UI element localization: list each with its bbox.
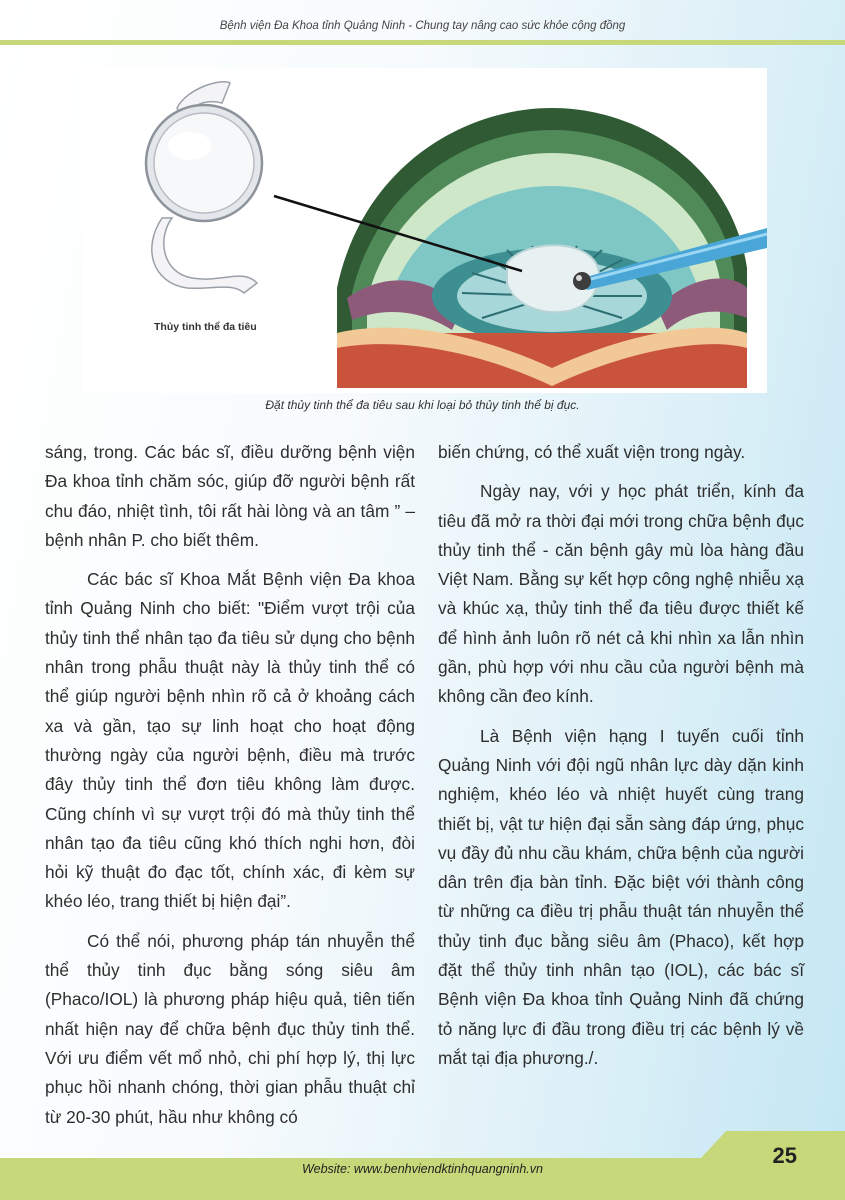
article-column-right xyxy=(438,438,804,1083)
eye-surgery-illustration xyxy=(82,68,767,393)
lens-label: Thủy tinh thể đa tiêu xyxy=(154,321,257,333)
paragraph: Có thể nói, phương pháp tán nhuyễn thể thể thủy tinh đục bằng sóng siêu âm (Phaco/IOL) là phương pháp hiệu quả, tiên tiến nhất hiện nay để chữa bệnh đục thủy tinh thể. Với ưu điểm vết mổ nhỏ, chi phí hợp lý, thị lực phục hồi nhanh chóng, thời gian phẫu thuật chỉ từ 20-30 phút, hầu như không có xyxy=(45,930,415,1127)
paragraph: Là Bệnh viện hạng I tuyến cuối tỉnh Quảng Ninh với đội ngũ nhân lực dày dặn kinh nghiệm, khéo léo và nhiệt huyết cùng trang thiết bị, vật tư hiện đại sẵn sàng đáp ứng, phục vụ đầy đủ nhu cầu khám, chữa bệnh của người dân trên địa bàn tỉnh. Đặc biệt với thành công từ những ca điều trị phẫu thuật tán nhuyễn thể thủy tinh đục bằng siêu âm (Phaco), kết hợp đặt thể thủy tinh nhân tạo (IOL), các bác sĩ Bệnh viện Đa khoa tỉnh Quảng Ninh đã chứng tỏ năng lực đi đầu trong điều trị các bệnh lý về mắt tại địa phương./. xyxy=(438,725,804,1068)
paragraph: Các bác sĩ Khoa Mắt Bệnh viện Đa khoa tỉnh Quảng Ninh cho biết: "Điểm vượt trội của thủy tinh thể nhân tạo đa tiêu sử dụng cho bệnh nhân trong phẫu thuật này là thủy tinh thể có thể giúp người bệnh nhìn rõ cả ở khoảng cách xa và gần, tạo sự linh hoạt cho hoạt động thường ngày của người bệnh, điều mà trước đây thủy tinh thể đơn tiêu không làm được. Cũng chính vì sự vượt trội đó mà thủy tinh thể nhân tạo đa tiêu cũng khó thích nghi hơn, đòi hỏi kỹ thuật đo đạc tốt, chính xác, đi kèm sự khéo léo, trang thiết bị hiện đại”. xyxy=(45,569,415,912)
eye-cross-section xyxy=(337,68,767,388)
footer-website[interactable]: Website: www.benhviendktinhquangninh.vn xyxy=(302,1162,543,1176)
header-rule xyxy=(0,40,845,45)
paragraph: sáng, trong. Các bác sĩ, điều dưỡng bệnh viện Đa khoa tỉnh chăm sóc, giúp đỡ người bệnh rất chu đáo, nhiệt tình, tôi rất hài lòng và an tâm ” – bệnh nhân P. cho biết thêm. xyxy=(45,442,415,550)
page-number: 25 xyxy=(772,1143,797,1168)
intraocular-lens-icon xyxy=(146,82,262,293)
figure-caption: Đặt thủy tinh thể đa tiêu sau khi loại bỏ thủy tinh thể bị đục. xyxy=(265,398,580,412)
paragraph: biến chứng, có thể xuất viện trong ngày. xyxy=(438,442,746,462)
paragraph: Ngày nay, với y học phát triển, kính đa tiêu đã mở ra thời đại mới trong chữa bệnh đục thủy tinh thể - căn bệnh gây mù lòa hàng đầu Việt Nam. Bằng sự kết hợp công nghệ nhiễu xạ và khúc xạ, thủy tinh thể đa tiêu được thiết kế để hình ảnh luôn rõ nét cả khi nhìn xa lẫn nhìn gần, phù hợp với nhu cầu của người bệnh mà không cần đeo kính. xyxy=(438,481,804,707)
running-header: Bệnh viện Đa Khoa tỉnh Quảng Ninh - Chung tay nâng cao sức khỏe cộng đồng xyxy=(219,20,626,32)
article-column-left xyxy=(45,438,415,1142)
